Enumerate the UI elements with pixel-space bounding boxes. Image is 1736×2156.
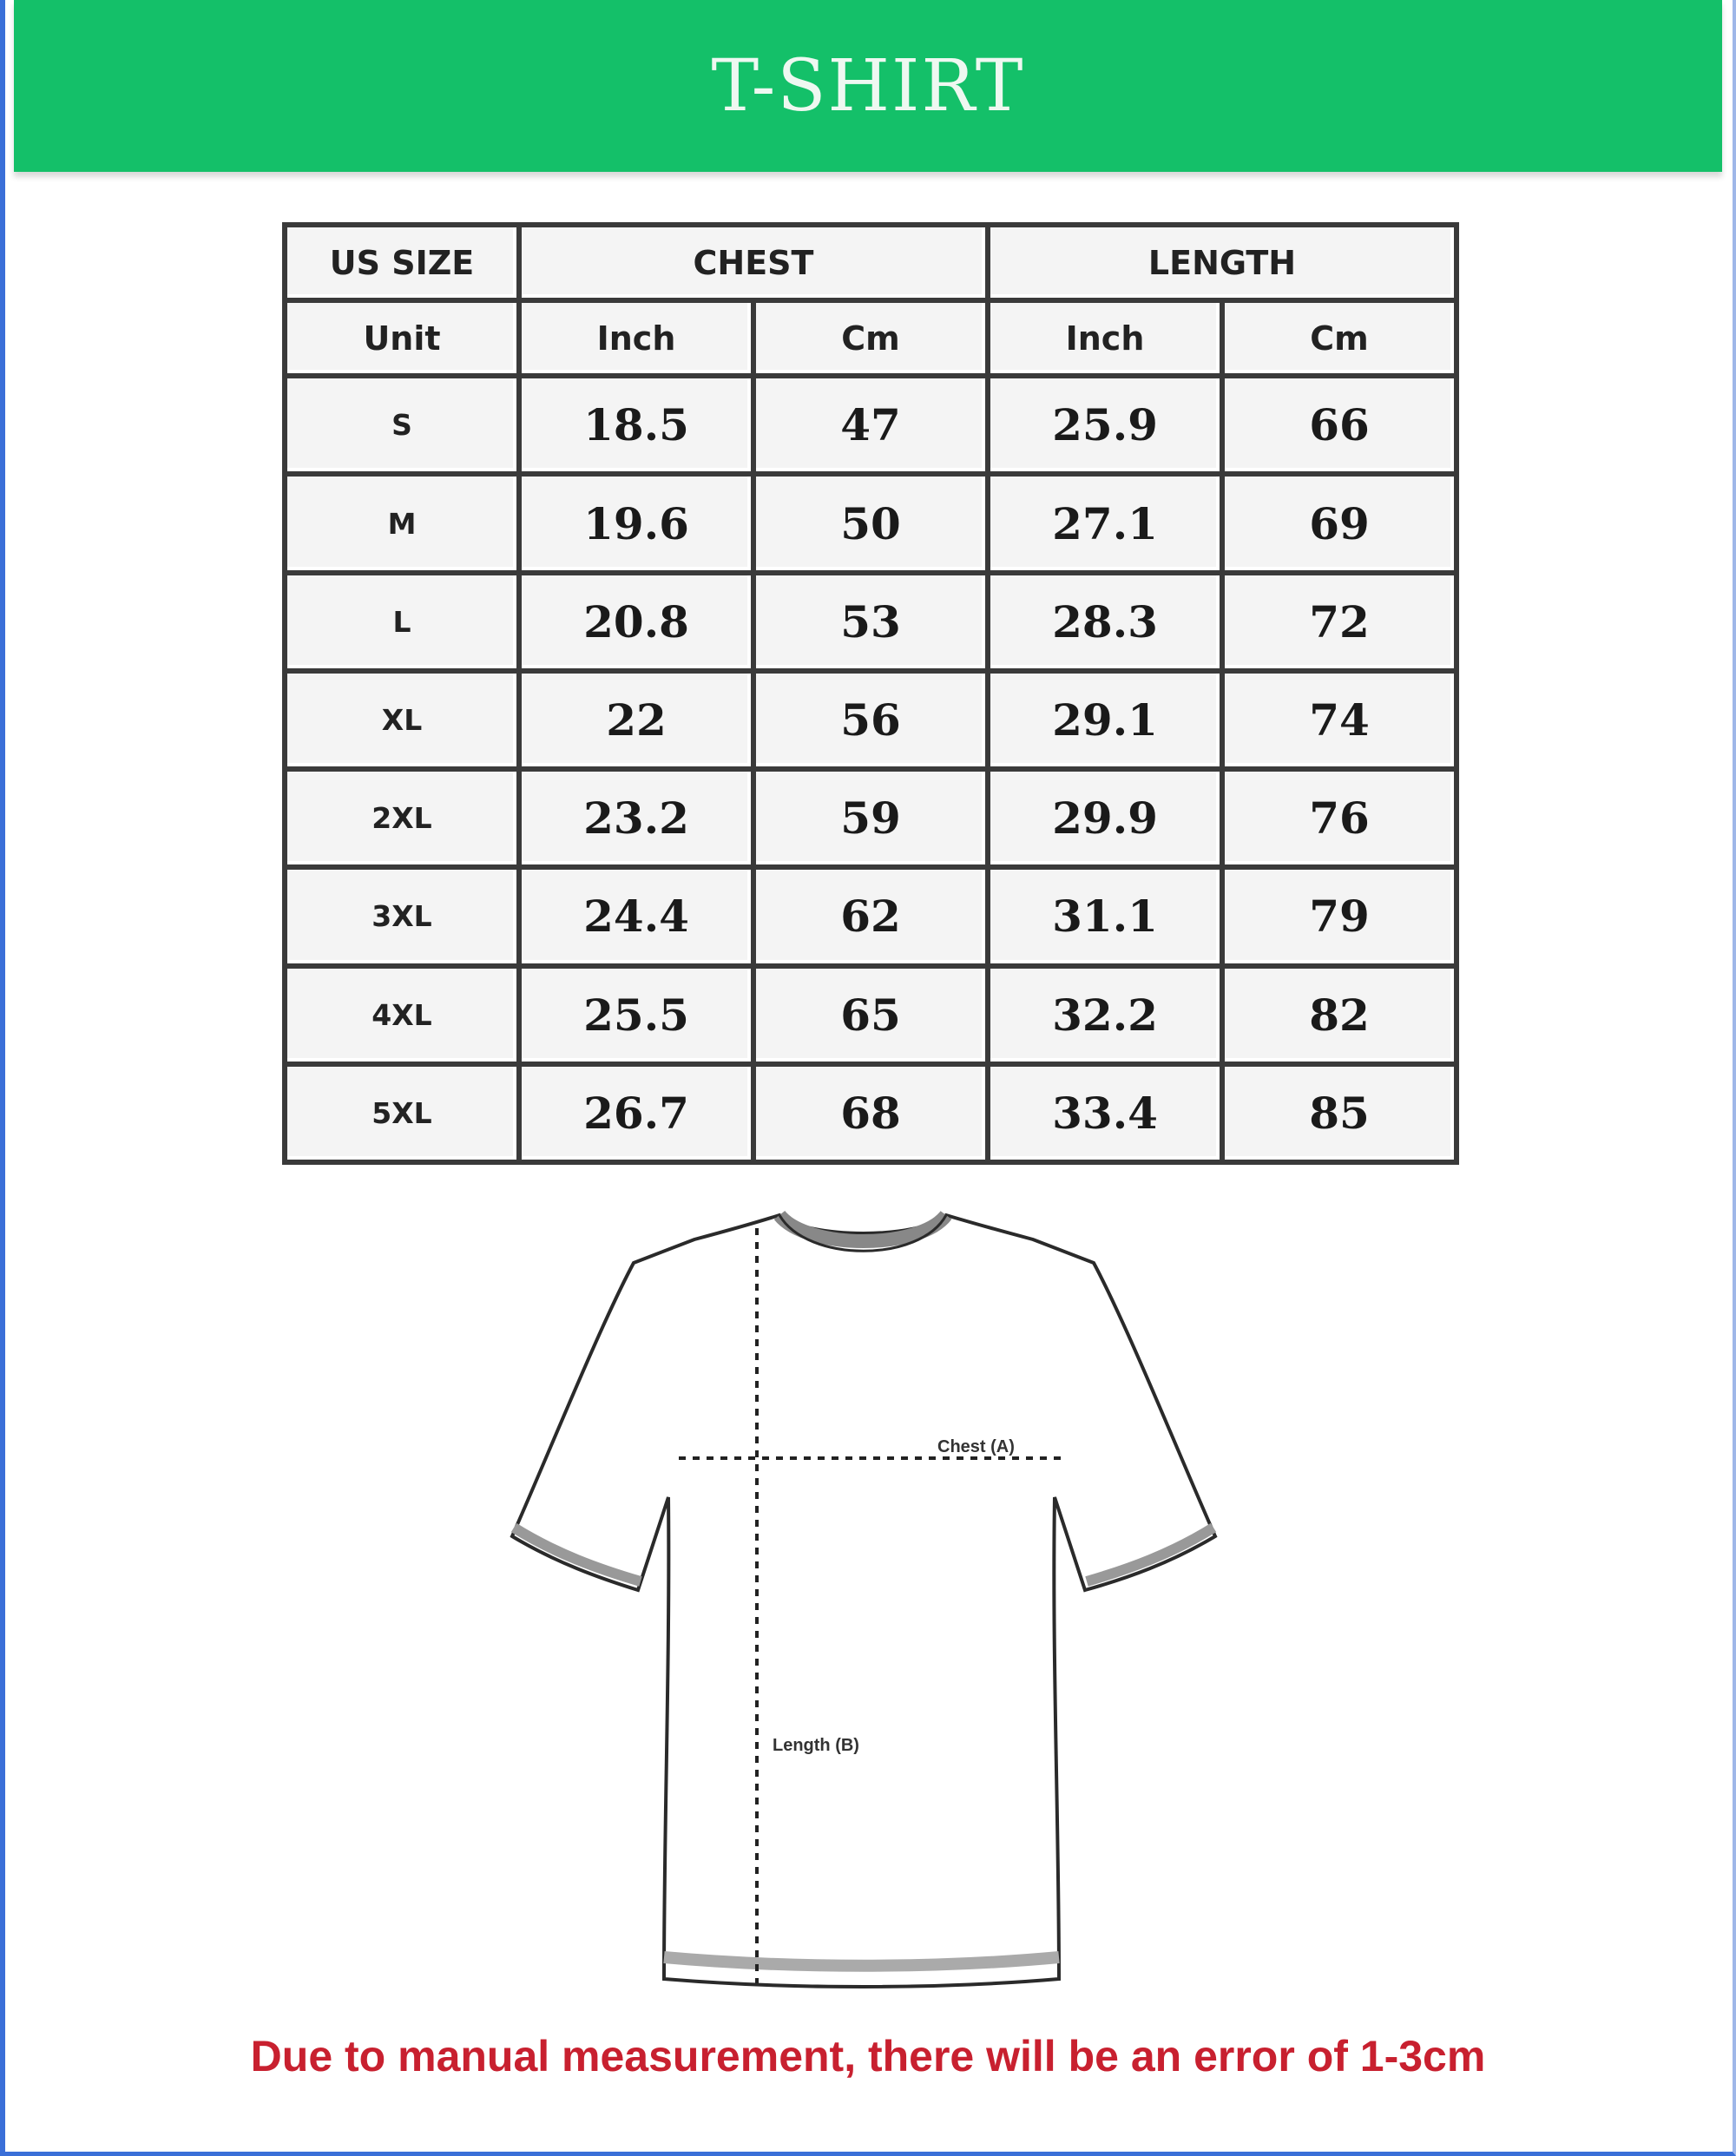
chest-inch-cell: 22 <box>519 671 753 769</box>
chest-cm-cell: 53 <box>753 573 988 671</box>
size-cell: 2XL <box>285 769 519 867</box>
length-inch-cell: 31.1 <box>988 867 1222 965</box>
length-inch-cell: 27.1 <box>988 474 1222 572</box>
header-row-units <box>285 300 1457 376</box>
chest-inch-cell: 19.6 <box>519 474 753 572</box>
chest-inch-cell: 25.5 <box>519 966 753 1064</box>
page-title: T-SHIRT <box>711 44 1025 128</box>
length-cm-cell: 72 <box>1222 573 1457 671</box>
chest-inch-cell: 20.8 <box>519 573 753 671</box>
header-chest-inch: Inch <box>519 300 753 376</box>
header-length: LENGTH <box>988 225 1457 300</box>
table-row <box>285 867 1457 965</box>
chest-cm-cell: 47 <box>753 376 988 474</box>
size-cell: S <box>285 376 519 474</box>
length-label: Length (B) <box>773 1736 859 1755</box>
size-cell: L <box>285 573 519 671</box>
measurement-note: Due to manual measurement, there will be an error of 1-3cm <box>250 2032 1486 2080</box>
length-cm-cell: 74 <box>1222 671 1457 769</box>
chest-cm-cell: 62 <box>753 867 988 965</box>
chest-inch-cell: 23.2 <box>519 769 753 867</box>
length-cm-cell: 76 <box>1222 769 1457 867</box>
chest-label: Chest (A) <box>937 1437 1015 1456</box>
tshirt-body-shape <box>512 1215 1215 1987</box>
size-cell: 5XL <box>285 1064 519 1162</box>
header-chest-cm: Cm <box>753 300 988 376</box>
length-cm-cell: 66 <box>1222 376 1457 474</box>
length-cm-cell: 82 <box>1222 966 1457 1064</box>
length-inch-cell: 29.1 <box>988 671 1222 769</box>
table-row <box>285 376 1457 474</box>
size-chart-table <box>282 222 1459 1165</box>
title-banner <box>14 0 1722 172</box>
header-length-inch: Inch <box>988 300 1222 376</box>
length-cm-cell: 85 <box>1222 1064 1457 1162</box>
length-inch-cell: 29.9 <box>988 769 1222 867</box>
header-row-groups <box>285 225 1457 300</box>
table-row <box>285 1064 1457 1162</box>
table-row <box>285 474 1457 572</box>
table-row <box>285 671 1457 769</box>
chest-cm-cell: 68 <box>753 1064 988 1162</box>
chest-inch-cell: 18.5 <box>519 376 753 474</box>
chest-cm-cell: 65 <box>753 966 988 1064</box>
tshirt-diagram <box>486 1198 1250 2014</box>
length-inch-cell: 33.4 <box>988 1064 1222 1162</box>
length-inch-cell: 28.3 <box>988 573 1222 671</box>
size-cell: 3XL <box>285 867 519 965</box>
chest-cm-cell: 50 <box>753 474 988 572</box>
chest-cm-cell: 59 <box>753 769 988 867</box>
length-cm-cell: 79 <box>1222 867 1457 965</box>
length-inch-cell: 25.9 <box>988 376 1222 474</box>
header-us-size: US SIZE <box>285 225 519 300</box>
table-row <box>285 573 1457 671</box>
header-chest: CHEST <box>519 225 988 300</box>
header-length-cm: Cm <box>1222 300 1457 376</box>
size-cell: XL <box>285 671 519 769</box>
chest-cm-cell: 56 <box>753 671 988 769</box>
size-cell: 4XL <box>285 966 519 1064</box>
header-unit: Unit <box>285 300 519 376</box>
length-cm-cell: 69 <box>1222 474 1457 572</box>
size-cell: M <box>285 474 519 572</box>
table-row <box>285 966 1457 1064</box>
chest-inch-cell: 26.7 <box>519 1064 753 1162</box>
chest-inch-cell: 24.4 <box>519 867 753 965</box>
table-row <box>285 769 1457 867</box>
length-inch-cell: 32.2 <box>988 966 1222 1064</box>
